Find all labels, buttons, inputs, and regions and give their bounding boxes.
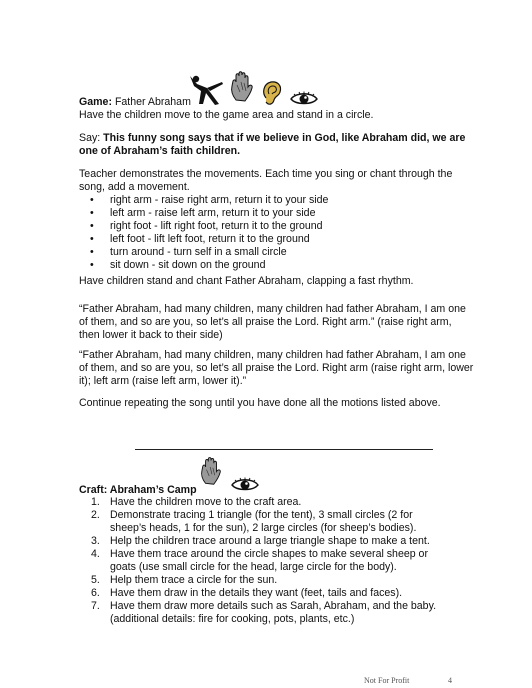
- step-number: 6.: [91, 587, 100, 599]
- step-text: Have them trace around the circle shapes to make several sheep or goats (use small circle for the head, large circle for the body).: [110, 548, 428, 573]
- hand-icon: [229, 70, 256, 104]
- game-intro: Have the children move to the game area and stand in a circle.: [79, 109, 374, 121]
- hand-icon: [199, 456, 224, 487]
- craft-steps: [91, 496, 449, 626]
- list-item: • left arm - raise left arm, return it to your side: [90, 207, 328, 220]
- say-text: This funny song says that if we believe in God, like Abraham did, we are one of Abraham’s faith children.: [79, 132, 466, 157]
- stretching-figure-icon: [188, 74, 225, 106]
- step-number: 3.: [91, 535, 100, 547]
- section-divider: [135, 449, 433, 450]
- verse-one: “Father Abraham, had many children, many children had father Abraham, I am one of them, and so are you, so let’s all praise the Lord. Right arm.” (raise right arm, then lower it back to their side): [79, 303, 466, 341]
- step-number: 1.: [91, 496, 100, 508]
- list-item: • right foot - lift right foot, return it to the ground: [90, 220, 328, 233]
- list-item: • turn around - turn self in a small circle: [90, 246, 328, 259]
- list-item: • sit down - sit down on the ground: [90, 259, 328, 272]
- stand-paragraph: Have children stand and chant Father Abraham, clapping a fast rhythm.: [79, 275, 414, 287]
- ear-icon: [261, 80, 283, 107]
- game-label: Game:: [79, 96, 112, 108]
- list-item: [91, 587, 449, 600]
- step-text: Help the children trace around a large triangle shape to make a tent.: [110, 535, 430, 547]
- list-item: [91, 574, 449, 587]
- footer-text: Not For Profit: [364, 676, 410, 685]
- step-text: Have the children move to the craft area.: [110, 496, 302, 508]
- step-number: 5.: [91, 574, 100, 586]
- step-text: Demonstrate tracing 1 triangle (for the tent), 3 small circles (2 for sheep’s heads, 1 for the sun), 2 large circles (for sheep’s bodies).: [110, 509, 417, 534]
- list-item: [91, 600, 449, 626]
- step-number: 4.: [91, 548, 100, 560]
- step-text: Have them draw more details such as Sarah, Abraham, and the baby. (additional details: fire for cooking, pots, plants, etc.): [110, 600, 437, 625]
- continue-paragraph: Continue repeating the song until you have done all the motions listed above.: [79, 397, 441, 409]
- craft-title: Craft: Abraham’s Camp: [79, 484, 197, 496]
- list-item: • right arm - raise right arm, return it to your side: [90, 194, 328, 207]
- list-item: [91, 509, 449, 535]
- say-label: Say:: [79, 132, 101, 144]
- teacher-paragraph: Teacher demonstrates the movements. Each time you sing or chant through the song, add a movement.: [79, 168, 453, 193]
- eye-icon: [290, 91, 318, 106]
- step-number: 7.: [91, 600, 100, 612]
- list-item: [91, 496, 449, 509]
- game-title: Father Abraham: [114, 96, 191, 108]
- step-text: Have them draw in the details they want (feet, tails and faces).: [110, 587, 403, 599]
- page-number: 4: [448, 676, 452, 685]
- list-item: • left foot - lift left foot, return it to the ground: [90, 233, 328, 246]
- movement-list: [90, 194, 328, 272]
- list-item: [91, 535, 449, 548]
- list-item: [91, 548, 449, 574]
- say-paragraph: [79, 132, 479, 158]
- verse-two: “Father Abraham, had many children, many children had father Abraham, I am one of them, and so are you, so let’s all praise the Lord. Right arm (raise right arm, lower it); left arm (raise left arm, lower it).”: [79, 349, 474, 387]
- step-text: Help them trace a circle for the sun.: [110, 574, 278, 586]
- step-number: 2.: [91, 509, 100, 521]
